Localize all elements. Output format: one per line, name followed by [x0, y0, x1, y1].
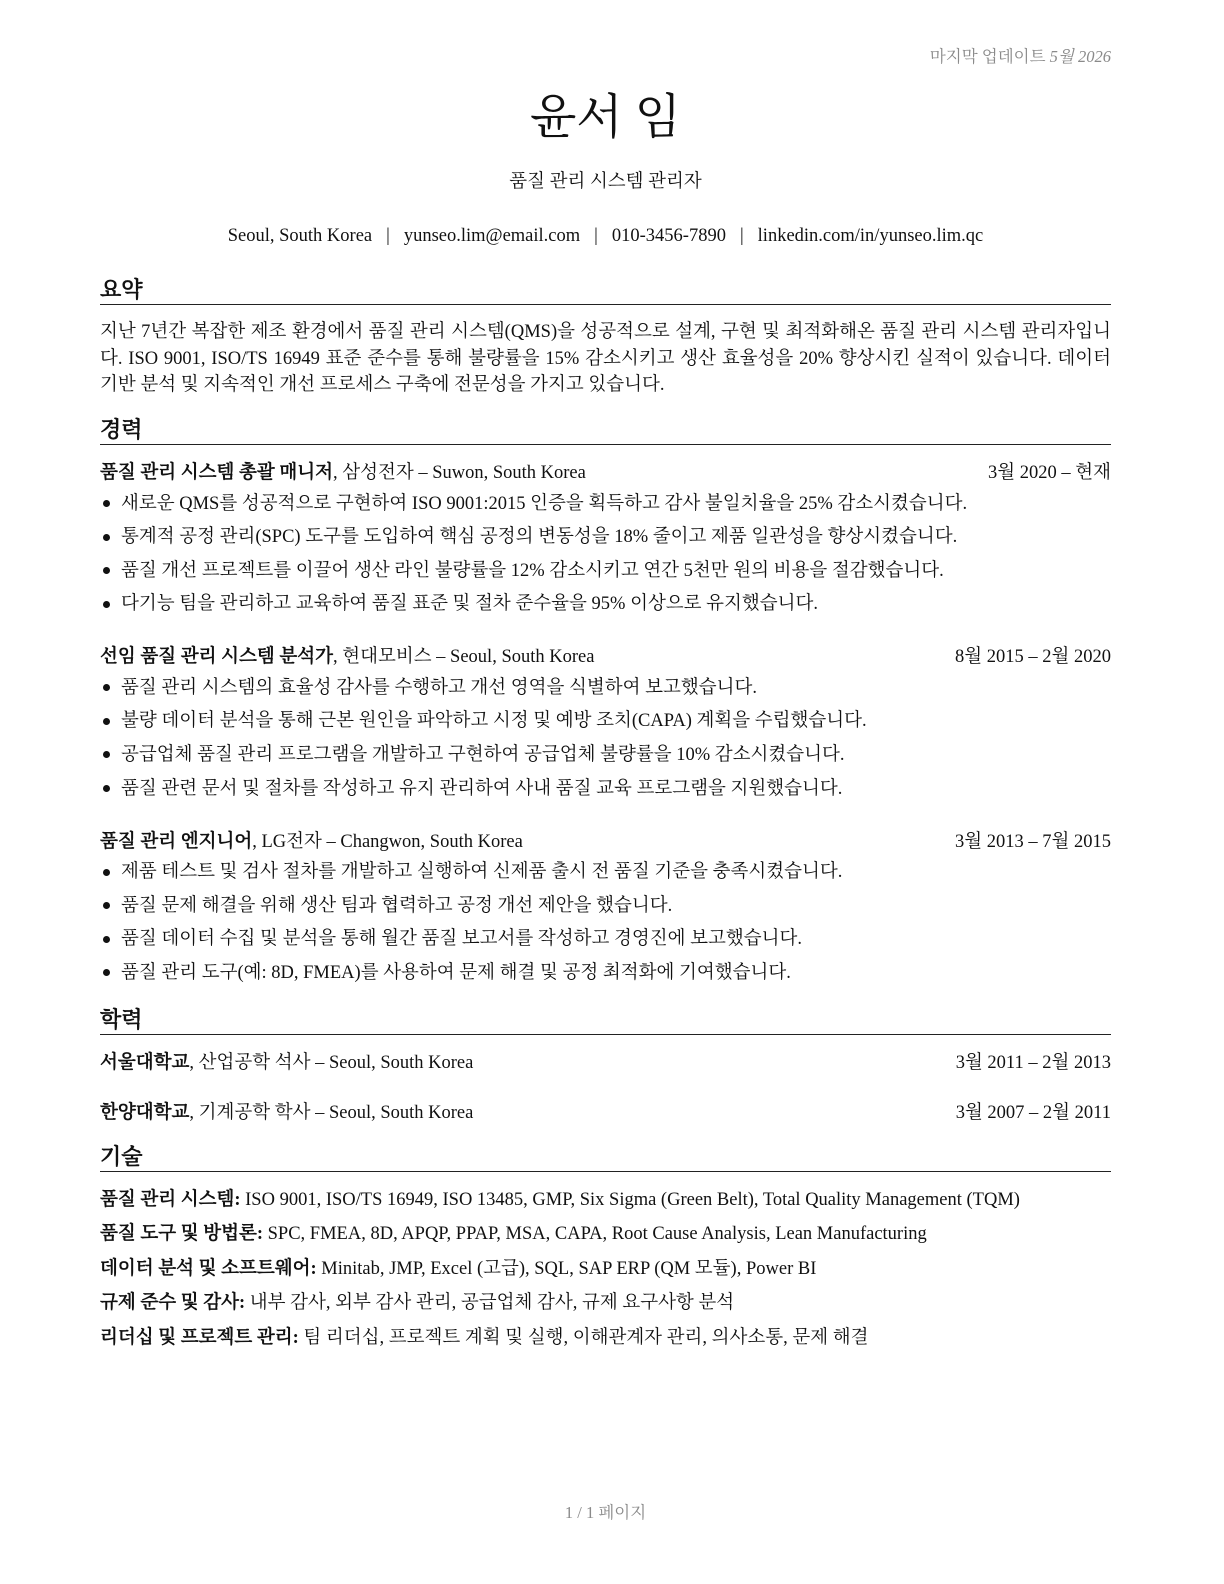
job-detail: , 삼성전자 – Suwon, South Korea	[332, 463, 586, 483]
education-detail: , 산업공학 석사 – Seoul, South Korea	[189, 1052, 474, 1073]
education-heading-line	[100, 1100, 473, 1126]
job-header	[100, 644, 1111, 670]
skill-value: 내부 감사, 외부 감사 관리, 공급업체 감사, 규제 요구사항 분석	[249, 1293, 735, 1314]
job-detail: , LG전자 – Changwon, South Korea	[252, 831, 523, 852]
job-bullet-item: 다기능 팀을 관리하고 교육하여 품질 표준 및 절차 준수율을 95% 이상으로 유지했습니다.	[100, 591, 1111, 617]
job-role: 품질 관리 시스템 총괄 매니저	[100, 463, 333, 483]
job-role: 선임 품질 관리 시스템 분석가	[100, 647, 333, 668]
job-detail: , 현대모비스 – Seoul, South Korea	[332, 647, 595, 668]
job-bullets	[100, 491, 1111, 618]
education-heading-line	[100, 1050, 473, 1076]
job-header	[100, 460, 1111, 486]
summary-text: 지난 7년간 복잡한 제조 환경에서 품질 관리 시스템(QMS)을 성공적으로 설계, 구현 및 최적화해온 품질 관리 시스템 관리자입니다. ISO 9001, ISO/TS 16949 표준 준수를 통해 불량률을 15% 감소시키고 생산 효율성을 20% 향상시킨 실적이 있습니다. 데이터 기반 분석 및 지속적인 개선 프로세스 구축에 전문성을 가지고 있습니다.	[100, 322, 1111, 395]
job-bullet-item: 품질 관련 문서 및 절차를 작성하고 유지 관리하여 사내 품질 교육 프로그램을 지원했습니다.	[100, 776, 1111, 802]
education-dates: 3월 2011 – 2월 2013	[955, 1052, 1111, 1073]
job-bullet-item: 공급업체 품질 관리 프로그램을 개발하고 구현하여 공급업체 불량률을 10% 감소시켰습니다.	[100, 742, 1111, 768]
job-bullets	[100, 859, 1111, 986]
candidate-title: 품질 관리 시스템 관리자	[509, 172, 702, 192]
skill-row	[100, 1325, 1111, 1351]
summary-section	[100, 276, 1111, 399]
job-bullet-item: 품질 관리 시스템의 효율성 감사를 수행하고 개선 영역을 식별하여 보고했습니다.	[100, 675, 1111, 701]
job-role: 품질 관리 엔지니어	[100, 831, 253, 852]
contact-separator: |	[386, 226, 390, 246]
contact-separator: |	[739, 226, 744, 246]
job-bullet-item: 품질 문제 해결을 위해 생산 팀과 협력하고 공정 개선 제안을 했습니다.	[100, 893, 1111, 919]
contact-line	[100, 223, 1111, 249]
job-entry	[100, 829, 1111, 986]
education-school: 서울대학교	[100, 1052, 190, 1073]
skill-value: Minitab, JMP, Excel (고급), SQL, SAP ERP (QM 모듈), Power BI	[321, 1258, 817, 1279]
education-school: 한양대학교	[100, 1102, 190, 1123]
job-bullet-item: 통계적 공정 관리(SPC) 도구를 도입하여 핵심 공정의 변동성을 18% 줄이고 제품 일관성을 향상시켰습니다.	[100, 524, 1111, 550]
experience-section	[100, 416, 1111, 986]
education-detail: , 기계공학 학사 – Seoul, South Korea	[189, 1102, 474, 1123]
skill-value: 팀 리더십, 프로젝트 계획 및 실행, 이해관계자 관리, 의사소통, 문제 해결	[303, 1327, 869, 1348]
education-entry	[100, 1050, 1111, 1076]
job-header	[100, 829, 1111, 855]
skills-list	[100, 1187, 1111, 1351]
job-bullet-item: 제품 테스트 및 검사 절차를 개발하고 실행하여 신제품 출시 전 품질 기준을 충족시켰습니다.	[100, 859, 1111, 885]
contact-email[interactable]: yunseo.lim@email.com	[403, 226, 581, 246]
skill-label: 리더십 및 프로젝트 관리:	[100, 1327, 299, 1348]
contact-phone: 010-3456-7890	[611, 226, 726, 246]
skill-row	[100, 1256, 1111, 1282]
job-entry	[100, 460, 1111, 617]
job-bullet-item: 품질 관리 도구(예: 8D, FMEA)를 사용하여 문제 해결 및 공정 최적화에 기여했습니다.	[100, 960, 1111, 986]
education-section	[100, 1006, 1111, 1126]
job-heading-line	[100, 829, 523, 855]
job-heading-line	[100, 644, 594, 670]
skill-value: SPC, FMEA, 8D, APQP, PPAP, MSA, CAPA, Root Cause Analysis, Lean Manufacturing	[267, 1224, 927, 1245]
job-bullets	[100, 675, 1111, 802]
resume-content	[100, 0, 1111, 1351]
skill-label: 품질 도구 및 방법론:	[100, 1224, 264, 1245]
candidate-name: 윤서 임	[529, 91, 682, 144]
section-heading-experience: 경력	[100, 416, 1111, 445]
skill-label: 규제 준수 및 감사:	[100, 1293, 246, 1314]
skill-row	[100, 1221, 1111, 1247]
job-bullet-item: 품질 개선 프로젝트를 이끌어 생산 라인 불량률을 12% 감소시키고 연간 5천만 원의 비용을 절감했습니다.	[100, 558, 1111, 584]
section-heading-skills: 기술	[100, 1143, 1111, 1172]
section-heading-summary: 요약	[100, 276, 1111, 305]
page-indicator: 1 / 1 페이지	[564, 1503, 647, 1522]
last-updated-label: 마지막 업데이트	[929, 47, 1046, 66]
job-bullet-item: 품질 데이터 수집 및 분석을 통해 월간 품질 보고서를 작성하고 경영진에 보고했습니다.	[100, 926, 1111, 952]
page-footer	[100, 1502, 1111, 1524]
job-bullet-item: 새로운 QMS를 성공적으로 구현하여 ISO 9001:2015 인증을 획득하고 감사 불일치율을 25% 감소시켰습니다.	[100, 491, 1111, 517]
contact-separator: |	[594, 226, 598, 246]
education-entry	[100, 1100, 1111, 1126]
job-bullet-item: 불량 데이터 분석을 통해 근본 원인을 파악하고 시정 및 예방 조치(CAPA) 계획을 수립했습니다.	[100, 708, 1111, 734]
education-dates: 3월 2007 – 2월 2011	[955, 1102, 1111, 1123]
skill-row	[100, 1187, 1111, 1213]
skills-section	[100, 1143, 1111, 1351]
job-heading-line	[100, 460, 586, 486]
skill-value: ISO 9001, ISO/TS 16949, ISO 13485, GMP, Six Sigma (Green Belt), Total Quality Management (TQM)	[245, 1189, 1020, 1210]
section-heading-education: 학력	[100, 1006, 1111, 1035]
skill-label: 품질 관리 시스템:	[100, 1189, 241, 1210]
contact-linkedin[interactable]: linkedin.com/in/yunseo.lim.qc	[757, 226, 984, 246]
job-dates: 3월 2013 – 7월 2015	[955, 831, 1111, 852]
job-entry	[100, 644, 1111, 801]
last-updated-date: 5월 2026	[1049, 47, 1111, 66]
skill-label: 데이터 분석 및 소프트웨어:	[100, 1258, 317, 1279]
contact-location: Seoul, South Korea	[227, 226, 373, 246]
skill-row	[100, 1290, 1111, 1316]
job-dates: 3월 2020 – 현재	[988, 463, 1111, 483]
job-dates: 8월 2015 – 2월 2020	[955, 647, 1111, 668]
